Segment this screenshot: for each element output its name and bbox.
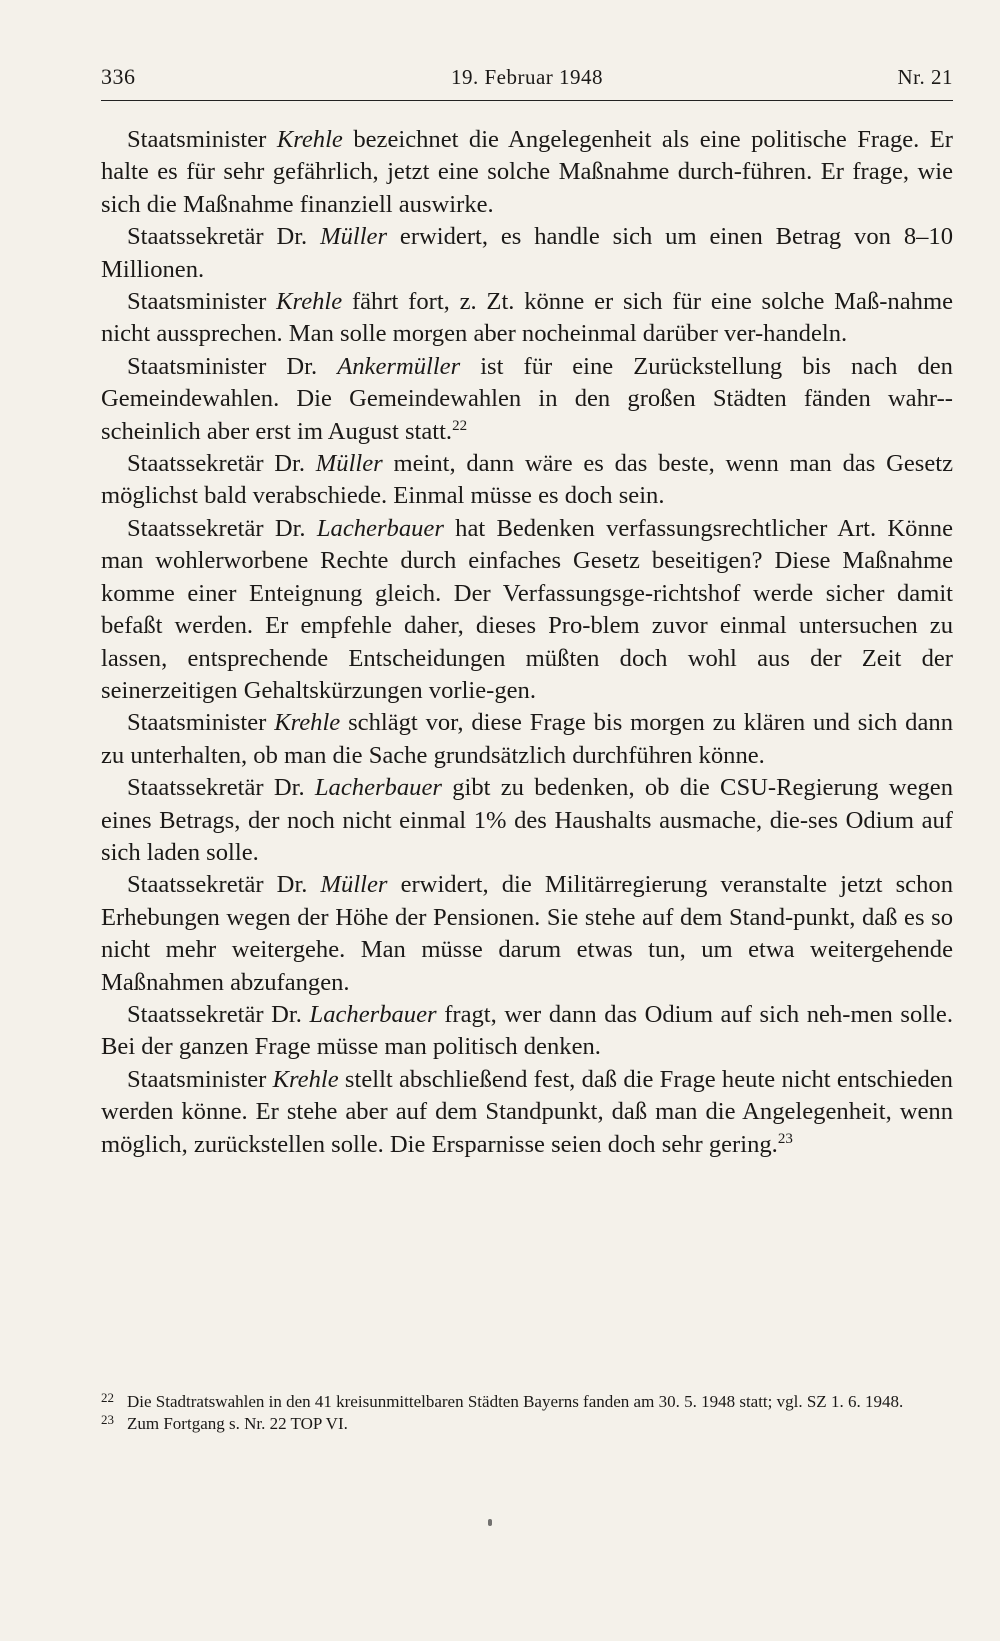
speaker-title: Staatsminister: [127, 288, 267, 316]
paragraph-text: erwidert, die Militärregierung veranstalte jetzt schon Erhebungen wegen der Höhe der Pensionen. Sie stehe auf dem Stand-punkt, daß es so nicht mehr weitergehe. Man müsse darum etwas tun, um etwa weitergehende Maßnahmen abzufangen.: [101, 871, 953, 996]
paragraph: [101, 999, 953, 1064]
paragraph: [101, 1064, 953, 1161]
speaker-title: Staatssekretär Dr.: [127, 1000, 302, 1028]
speaker-name: Lacherbauer: [314, 774, 442, 802]
footnote-ref[interactable]: 22: [452, 417, 468, 434]
speaker-title: Staatssekretär Dr.: [127, 871, 308, 899]
page-mark: [488, 1519, 492, 1526]
footnote: [101, 1391, 953, 1413]
speaker-title: Staatsminister Dr.: [127, 352, 318, 380]
footnote: [101, 1413, 953, 1435]
speaker-name: Müller: [315, 450, 383, 478]
speaker-name: Lacherbauer: [316, 514, 444, 542]
speaker-name: Krehle: [276, 288, 343, 316]
speaker-title: Staatsminister: [127, 1065, 267, 1093]
paragraph-text: fragt, wer dann das Odium auf sich neh-men solle. Bei der ganzen Frage müsse man politisch denken.: [101, 1000, 954, 1061]
paragraph-text: hat Bedenken verfassungsrechtlicher Art. Könne man wohlerworbene Rechte durch einfaches Gesetz beseitigen? Diese Maßnahme komme einer Enteignung gleich. Der Verfassungsge-richtshof werde sicher damit befaßt werden. Er empfehle daher, dieses Pro-blem zuvor einmal untersuchen zu lassen, entsprechende Entscheidungen müßten doch wohl aus der Zeit der seinerzeitigen Gehaltskürzungen vorlie-gen.: [101, 514, 953, 704]
speaker-name: Müller: [320, 871, 388, 899]
speaker-title: Staatssekretär Dr.: [127, 514, 306, 542]
speaker-name: Krehle: [274, 709, 341, 737]
speaker-name: Lacherbauer: [309, 1000, 437, 1028]
speaker-title: Staatsminister: [127, 126, 267, 153]
header-rule: [101, 100, 953, 101]
paragraph-text: ist für eine Zurückstellung bis nach den Gemeindewahlen. Die Gemeindewahlen in den großen Städten fänden wahr-scheinlich aber erst im August statt.: [101, 352, 953, 445]
paragraph-text: bezeichnet die Angelegenheit als eine politische Frage. Er halte es für sehr gefährlich, jetzt eine solche Maßnahme durch-führen. Er frage, wie sich die Maßnahme finanziell auswirke.: [101, 126, 954, 218]
minutes-body: [101, 124, 953, 1161]
paragraph: [101, 772, 953, 869]
footnote-mark: 23: [101, 1412, 114, 1427]
page-number: 336: [101, 64, 136, 89]
paragraph: [101, 351, 953, 448]
footnote-text: Zum Fortgang s. Nr. 22 TOP VI.: [127, 1414, 348, 1433]
paragraph: [101, 513, 953, 707]
paragraph-text: fährt fort, z. Zt. könne er sich für eine solche Maß-nahme nicht aussprechen. Man solle morgen aber nocheinmal darüber ver-handeln.: [101, 288, 953, 348]
paragraph-text: schlägt vor, diese Frage bis morgen zu klären und sich dann zu unterhalten, ob man die Sache grundsätzlich durchführen könne.: [101, 709, 953, 769]
speaker-title: Staatssekretär Dr.: [127, 223, 308, 251]
paragraph: [101, 869, 953, 999]
footnote-text: Die Stadtratswahlen in den 41 kreisunmittelbaren Städten Bayerns fanden am 30. 5. 1948 statt; vgl. SZ 1. 6. 1948.: [127, 1392, 904, 1411]
header-date: 19. Februar 1948: [450, 65, 604, 89]
paragraph-text: stellt abschließend fest, daß die Frage heute nicht entschieden werden könne. Er stehe aber auf dem Standpunkt, daß man die Angelegenheit, wenn möglich, zurückstellen solle. Die Ersparnisse seien doch sehr gering.: [101, 1065, 953, 1158]
speaker-title: Staatssekretär Dr.: [127, 450, 306, 478]
paragraph: [101, 448, 953, 513]
paragraph-text: erwidert, es handle sich um einen Betrag von 8–10 Millionen.: [101, 223, 954, 283]
speaker-name: Krehle: [276, 126, 343, 153]
paragraph: [101, 707, 953, 772]
footnote-mark: 22: [101, 1390, 114, 1405]
speaker-name: Krehle: [272, 1065, 339, 1093]
paragraph: [101, 124, 953, 221]
footnotes: [101, 1391, 953, 1435]
paragraph: [101, 221, 953, 286]
speaker-name: Ankermüller: [337, 352, 461, 380]
footnote-ref[interactable]: 23: [777, 1130, 793, 1147]
issue-number: Nr. 21: [897, 65, 953, 89]
paragraph-text: gibt zu bedenken, ob die CSU-Regierung wegen eines Betrags, der noch nicht einmal 1% des Haushalts ausmache, die-ses Odium auf sich laden solle.: [101, 774, 953, 866]
speaker-title: Staatsminister: [127, 709, 267, 737]
paragraph-text: meint, dann wäre es das beste, wenn man das Gesetz möglichst bald verabschiede. Einmal müsse es doch sein.: [101, 450, 953, 510]
speaker-name: Müller: [320, 223, 388, 251]
paragraph: [101, 286, 953, 351]
speaker-title: Staatssekretär Dr.: [127, 774, 305, 802]
running-header: [101, 62, 953, 96]
